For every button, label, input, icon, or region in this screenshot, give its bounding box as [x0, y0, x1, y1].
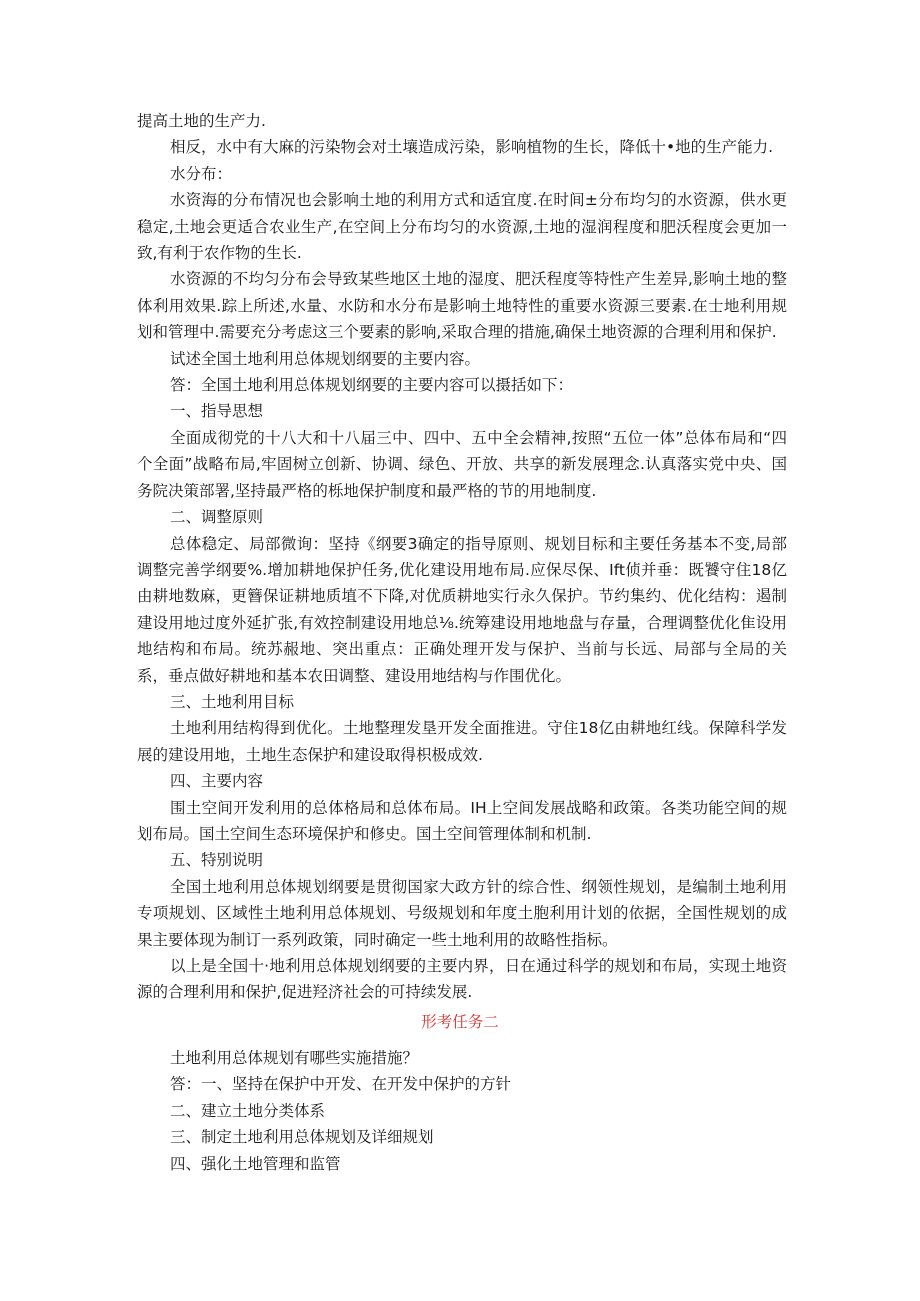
answer-intro: 答：全国土地利用总体规划纲要的主要内容可以摄括如下：	[170, 376, 574, 395]
paragraph: 全面成彻党的十八大和十八届三中、四中、五中全会精神,按照“五位一体”总体布局和“四个全面”战略布局,牢固树立创新、协调、绿色、开放、共享的新发展理念.认真落实党中央、国务院决策部署,坚持最严格的栎地保护制度和最严格的节的用地制度.	[137, 428, 787, 500]
paragraph: 总体稳定、局部微询：坚持《纲要3确定的指导原则、规划目标和主要任务基本不变,局部调整完善学纲要%.增加耕地保护任务,优化建设用地布局.应保尽保、Ift侦并垂：既饕守住18亿由耕地数麻，更簪保证耕地质埴不下降,对优质耕地实行永久保护。节约集约、优化结构：遏制建设用地过度外延扩张,有效控制建设用地总⅛.统筹建设用地地盘与存量，合理调整优化隹设用地结构和布局。统苏赧地、突出重点：正确处理开发与保护、当前与长远、局部与全局的关系，垂点做好耕地和基本农田调整、建设用地结构与作围优化。	[137, 534, 787, 685]
section-1-body	[137, 108, 787, 1006]
answer-line: 四、强化土地管理和监管	[170, 1154, 341, 1173]
heading-land-use-goals: 三、土地利用目标	[170, 692, 295, 711]
section-2-title: 形考任务二	[421, 1013, 499, 1031]
answer-line: 二、建立土地分类体系	[170, 1101, 326, 1120]
question: 试述全国土地利用总体规划纲要的主要内容。	[170, 349, 481, 368]
section-2-body	[170, 1045, 790, 1177]
paragraph: 以上是全国十·地利用总体规划纲要的主要内界，日在通过科学的规划和布局，实现土地资源的合理利用和保护,促进羟济社会的可持续发展.	[137, 957, 787, 1002]
heading-guiding-thought: 一、指导思想	[170, 402, 264, 421]
paragraph: 水分布：	[170, 164, 233, 183]
paragraph: 水资源的不均匀分布会导致某些地区土地的湿度、肥沃程度等特性产生差异,影响土地的整体利用效果.踪上所述,水量、水防和水分布是影响土地特性的重要水资源三要素.在士地利用规划和管理中.需要充分考虑这三个要素的影响,采取合理的措施,确保土地资源的合理利用和保护.	[137, 270, 787, 342]
paragraph: 提高土地的生产力.	[137, 112, 266, 130]
paragraph: 全国土地利用总体规划纲要是贯彻国家大政方针的综合性、纲领性规划，是编制土地利用专项规划、区域性土地利用总体规划、号级规划和年度土胞利用计划的依据，全国性规划的成果主要体现为制订一系列政策，同时确定一些土地利用的故略性指标。	[137, 877, 787, 949]
paragraph: 围土空间开发利用的总体格局和总体布局。IH上空间发展战略和政策。各类功能空间的规划布局。国土空间生态环境保护和修史。国土空间管理体制和机制.	[137, 798, 787, 843]
paragraph: 水资海的分布情况也会影响土地的利用方式和适宜度.在时间±分布均匀的水资源，供水更稳定,土地会更适合农业生产,在空间上分布均匀的水资源,土地的湿润程度和肥沃程度会更加一致,有利于农作物的生长.	[137, 191, 787, 263]
question: 土地利用总体规划有哪些实施措施？	[170, 1049, 419, 1067]
answer-line: 三、制定土地利用总体规划及详细规划	[170, 1128, 434, 1147]
heading-special-notes: 五、特别说明	[170, 851, 264, 870]
heading-adjustment-principles: 二、调整原则	[170, 508, 264, 527]
answer-line: 答：一、坚持在保护中开发、在开发中保护的方针	[170, 1075, 512, 1094]
paragraph: 相反，水中有大麻的污染物会对土壤造成污染，影响植物的生长，降低十•地的生产能力.	[170, 138, 774, 157]
paragraph: 土地利用结构得到优化。土地整理发垦开发全面推进。守住18亿由耕地红线。保障科学发展的建设用地，土地生态保护和建设取得枳极成效.	[137, 719, 787, 764]
heading-main-content: 四、主要内容	[170, 772, 264, 791]
